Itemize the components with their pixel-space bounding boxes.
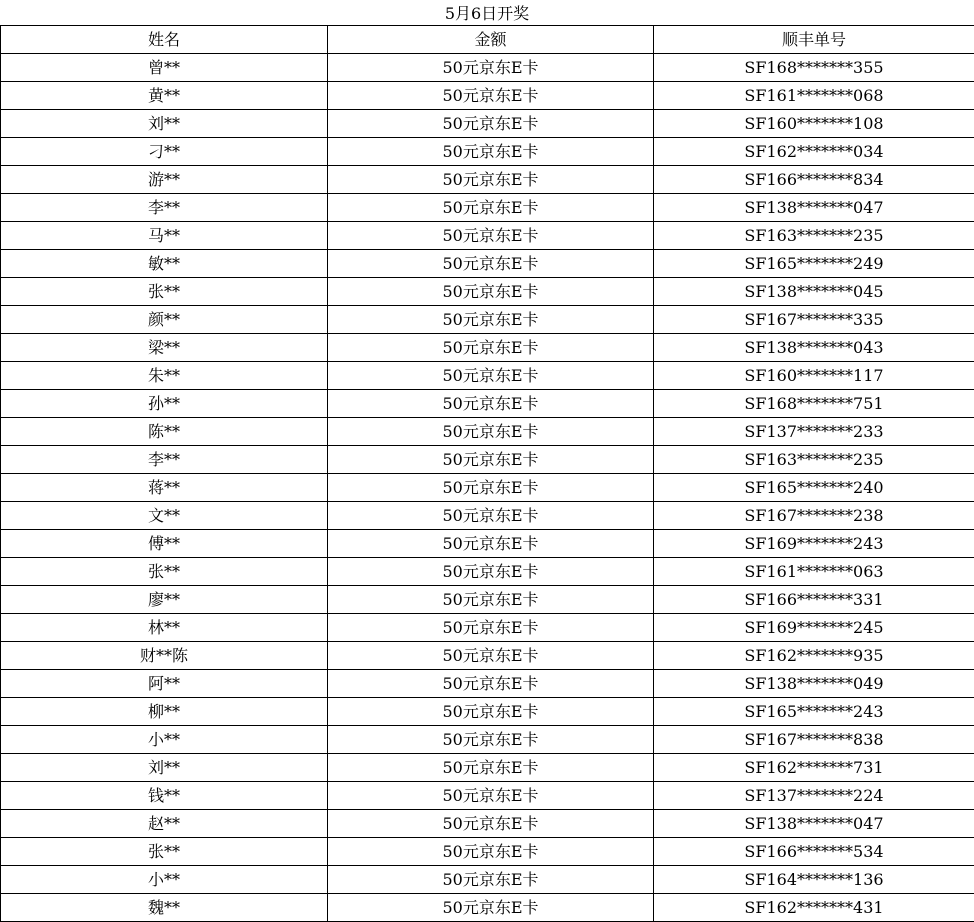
cell-name: 李** [1, 194, 328, 222]
cell-amount: 50元京东E卡 [328, 670, 654, 698]
cell-amount: 50元京东E卡 [328, 82, 654, 110]
table-row [1, 754, 974, 782]
cell-amount: 50元京东E卡 [328, 418, 654, 446]
cell-name: 刁** [1, 138, 328, 166]
cell-amount: 50元京东E卡 [328, 586, 654, 614]
cell-tracking: SF167*******238 [654, 502, 974, 530]
cell-name: 廖** [1, 586, 328, 614]
cell-amount: 50元京东E卡 [328, 838, 654, 866]
table-row [1, 502, 974, 530]
cell-tracking: SF163*******235 [654, 446, 974, 474]
table-row [1, 670, 974, 698]
cell-amount: 50元京东E卡 [328, 54, 654, 82]
cell-name: 梁** [1, 334, 328, 362]
cell-tracking: SF162*******034 [654, 138, 974, 166]
cell-name: 阿** [1, 670, 328, 698]
table-row [1, 54, 974, 82]
table-row [1, 810, 974, 838]
cell-amount: 50元京东E卡 [328, 782, 654, 810]
cell-amount: 50元京东E卡 [328, 306, 654, 334]
cell-amount: 50元京东E卡 [328, 362, 654, 390]
table-row [1, 558, 974, 586]
cell-tracking: SF165*******240 [654, 474, 974, 502]
cell-tracking: SF168*******751 [654, 390, 974, 418]
cell-name: 敏** [1, 250, 328, 278]
cell-amount: 50元京东E卡 [328, 166, 654, 194]
cell-amount: 50元京东E卡 [328, 754, 654, 782]
table-row [1, 166, 974, 194]
table-row [1, 838, 974, 866]
cell-amount: 50元京东E卡 [328, 110, 654, 138]
table-row [1, 306, 974, 334]
winners-table [0, 25, 974, 922]
cell-name: 小** [1, 726, 328, 754]
cell-name: 刘** [1, 754, 328, 782]
cell-name: 李** [1, 446, 328, 474]
cell-tracking: SF167*******838 [654, 726, 974, 754]
cell-tracking: SF138*******047 [654, 810, 974, 838]
table-row [1, 194, 974, 222]
cell-amount: 50元京东E卡 [328, 278, 654, 306]
cell-amount: 50元京东E卡 [328, 474, 654, 502]
table-row [1, 390, 974, 418]
cell-amount: 50元京东E卡 [328, 138, 654, 166]
table-row [1, 446, 974, 474]
page-title: 5月6日开奖 [0, 0, 974, 25]
cell-name: 张** [1, 558, 328, 586]
table-row [1, 726, 974, 754]
cell-tracking: SF162*******731 [654, 754, 974, 782]
cell-name: 文** [1, 502, 328, 530]
table-row [1, 698, 974, 726]
cell-tracking: SF163*******235 [654, 222, 974, 250]
cell-amount: 50元京东E卡 [328, 642, 654, 670]
cell-tracking: SF168*******355 [654, 54, 974, 82]
cell-name: 刘** [1, 110, 328, 138]
cell-amount: 50元京东E卡 [328, 334, 654, 362]
cell-name: 魏** [1, 894, 328, 922]
table-row [1, 642, 974, 670]
header-amount: 金额 [328, 26, 654, 54]
cell-name: 孙** [1, 390, 328, 418]
cell-name: 颜** [1, 306, 328, 334]
table-row [1, 530, 974, 558]
cell-amount: 50元京东E卡 [328, 866, 654, 894]
cell-name: 张** [1, 838, 328, 866]
cell-name: 小** [1, 866, 328, 894]
cell-tracking: SF138*******049 [654, 670, 974, 698]
cell-amount: 50元京东E卡 [328, 250, 654, 278]
cell-name: 财**陈 [1, 642, 328, 670]
cell-tracking: SF165*******243 [654, 698, 974, 726]
cell-amount: 50元京东E卡 [328, 446, 654, 474]
table-row [1, 894, 974, 922]
cell-tracking: SF166*******331 [654, 586, 974, 614]
cell-name: 傅** [1, 530, 328, 558]
table-row [1, 474, 974, 502]
table-row [1, 222, 974, 250]
cell-tracking: SF165*******249 [654, 250, 974, 278]
cell-amount: 50元京东E卡 [328, 502, 654, 530]
table-row [1, 362, 974, 390]
cell-name: 蒋** [1, 474, 328, 502]
header-name: 姓名 [1, 26, 328, 54]
cell-name: 曾** [1, 54, 328, 82]
cell-tracking: SF162*******431 [654, 894, 974, 922]
cell-tracking: SF169*******245 [654, 614, 974, 642]
cell-name: 黄** [1, 82, 328, 110]
cell-tracking: SF166*******534 [654, 838, 974, 866]
cell-name: 钱** [1, 782, 328, 810]
cell-tracking: SF160*******117 [654, 362, 974, 390]
cell-tracking: SF166*******834 [654, 166, 974, 194]
cell-tracking: SF138*******045 [654, 278, 974, 306]
cell-amount: 50元京东E卡 [328, 194, 654, 222]
table-row [1, 278, 974, 306]
cell-amount: 50元京东E卡 [328, 614, 654, 642]
header-tracking: 顺丰单号 [654, 26, 974, 54]
cell-amount: 50元京东E卡 [328, 222, 654, 250]
table-body [1, 54, 974, 922]
cell-name: 张** [1, 278, 328, 306]
cell-name: 林** [1, 614, 328, 642]
table-row [1, 110, 974, 138]
table-row [1, 138, 974, 166]
cell-name: 赵** [1, 810, 328, 838]
cell-name: 朱** [1, 362, 328, 390]
cell-tracking: SF137*******224 [654, 782, 974, 810]
cell-amount: 50元京东E卡 [328, 390, 654, 418]
cell-tracking: SF160*******108 [654, 110, 974, 138]
cell-name: 柳** [1, 698, 328, 726]
cell-tracking: SF138*******043 [654, 334, 974, 362]
cell-amount: 50元京东E卡 [328, 810, 654, 838]
cell-name: 陈** [1, 418, 328, 446]
cell-amount: 50元京东E卡 [328, 698, 654, 726]
cell-amount: 50元京东E卡 [328, 726, 654, 754]
cell-tracking: SF137*******233 [654, 418, 974, 446]
cell-tracking: SF162*******935 [654, 642, 974, 670]
cell-tracking: SF161*******063 [654, 558, 974, 586]
table-row [1, 586, 974, 614]
cell-tracking: SF161*******068 [654, 82, 974, 110]
table-row [1, 418, 974, 446]
table-row [1, 866, 974, 894]
table-header-row [1, 26, 974, 54]
table-row [1, 250, 974, 278]
cell-amount: 50元京东E卡 [328, 894, 654, 922]
cell-tracking: SF167*******335 [654, 306, 974, 334]
cell-name: 马** [1, 222, 328, 250]
table-row [1, 334, 974, 362]
table-row [1, 82, 974, 110]
cell-name: 游** [1, 166, 328, 194]
table-row [1, 782, 974, 810]
cell-amount: 50元京东E卡 [328, 530, 654, 558]
cell-tracking: SF169*******243 [654, 530, 974, 558]
cell-tracking: SF138*******047 [654, 194, 974, 222]
table-row [1, 614, 974, 642]
cell-tracking: SF164*******136 [654, 866, 974, 894]
cell-amount: 50元京东E卡 [328, 558, 654, 586]
